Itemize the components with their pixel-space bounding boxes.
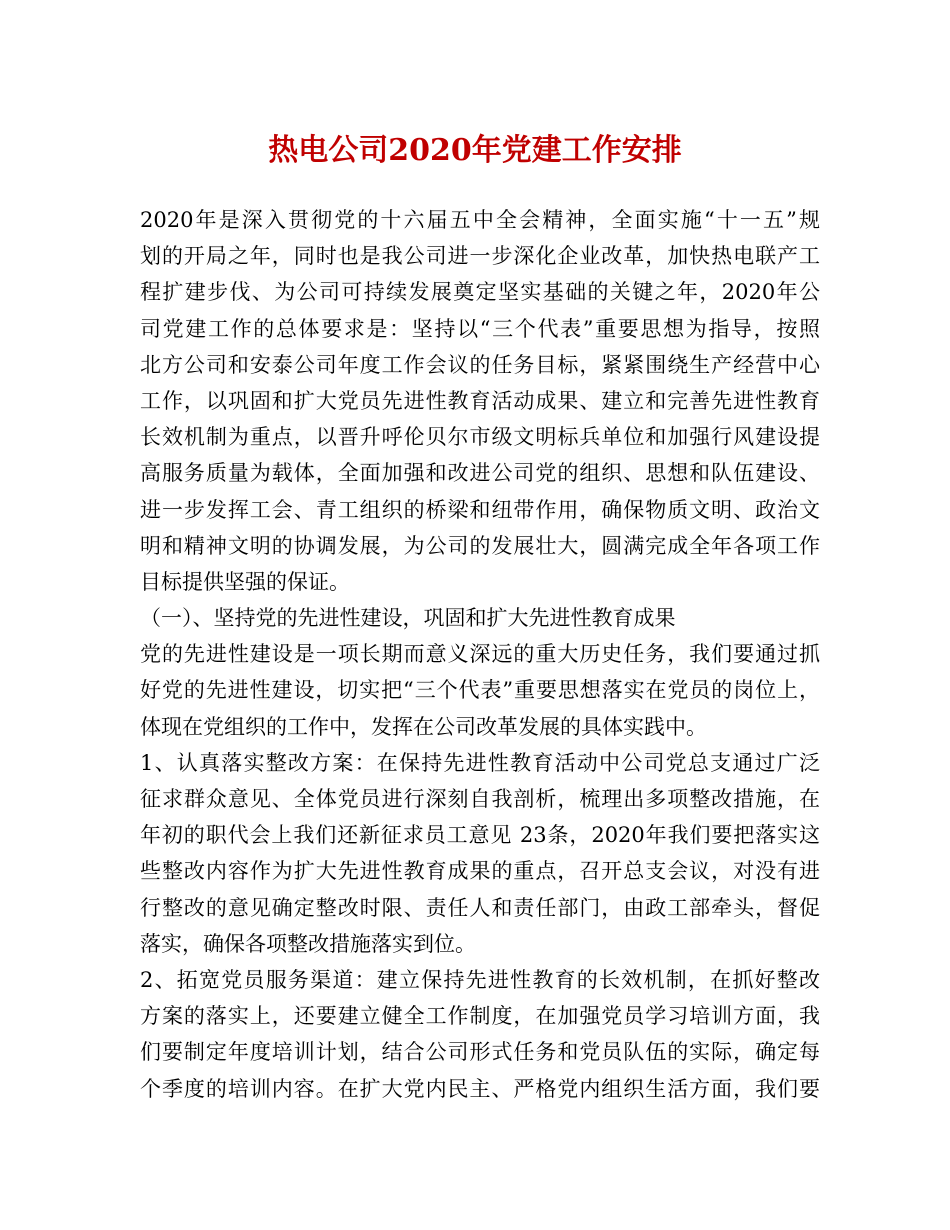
text-line: 党的先进性建设是一项长期而意义深远的重大历史任务，我们要通过抓 <box>140 642 820 667</box>
text-line: 高服务质量为载体，全面加强和改进公司党的组织、思想和队伍建设、 <box>140 461 820 486</box>
text-line: 司党建工作的总体要求是：坚持以“三个代表”重要思想为指导，按照 <box>140 316 820 341</box>
text-line: 方案的落实上，还要建立健全工作制度，在加强党员学习培训方面，我 <box>140 1004 820 1029</box>
text-line: 落实，确保各项整改措施落实到位。 <box>140 931 476 956</box>
text-line: 个季度的培训内容。在扩大党内民主、严格党内组织生活方面，我们要 <box>140 1076 820 1101</box>
text-line: 1、认真落实整改方案：在保持先进性教育活动中公司党总支通过广泛 <box>140 750 820 775</box>
text-line: 征求群众意见、全体党员进行深刻自我剖析，梳理出多项整改措施，在 <box>140 787 820 811</box>
text-line: 北方公司和安泰公司年度工作会议的任务目标，紧紧围绕生产经营中心 <box>140 352 820 377</box>
text-line: 些整改内容作为扩大先进性教育成果的重点，召开总支会议，对没有进 <box>140 859 820 884</box>
text-line: 体现在党组织的工作中，发挥在公司改革发展的具体实践中。 <box>140 714 707 739</box>
text-line: 年初的职代会上我们还新征求员工意见 23条，2020年我们要把落实这 <box>140 823 820 848</box>
document-body <box>140 202 820 1107</box>
text-line: 进一步发挥工会、青工组织的桥梁和纽带作用，确保物质文明、政治文 <box>140 497 820 522</box>
document-title: 热电公司2020年党建工作安排 <box>268 133 682 168</box>
text-line: 行整改的意见确定整改时限、责任人和责任部门，由政工部牵头，督促 <box>140 895 820 920</box>
text-line: 们要制定年度培训计划，结合公司形式任务和党员队伍的实际，确定每 <box>140 1040 820 1065</box>
section-heading: （一）、坚持党的先进性建设，巩固和扩大先进性教育成果 <box>140 606 676 631</box>
text-line: 好党的先进性建设，切实把“三个代表”重要思想落实在党员的岗位上， <box>140 678 820 703</box>
text-line: 明和精神文明的协调发展，为公司的发展壮大，圆满完成全年各项工作 <box>140 533 820 558</box>
text-line: 工作，以巩固和扩大党员先进性教育活动成果、建立和完善先进性教育 <box>140 388 820 413</box>
text-line: 长效机制为重点，以晋升呼伦贝尔市级文明标兵单位和加强行风建设提 <box>140 425 820 450</box>
text-line: 程扩建步伐、为公司可持续发展奠定坚实基础的关键之年，2020年公 <box>140 280 820 305</box>
text-line: 目标提供坚强的保证。 <box>140 569 350 594</box>
text-line: 2、拓宽党员服务渠道：建立保持先进性教育的长效机制，在抓好整改 <box>140 967 820 992</box>
text-line: 2020年是深入贯彻党的十六届五中全会精神，全面实施“十一五”规 <box>140 208 820 232</box>
text-line: 划的开局之年，同时也是我公司进一步深化企业改革，加快热电联产工 <box>140 244 820 269</box>
